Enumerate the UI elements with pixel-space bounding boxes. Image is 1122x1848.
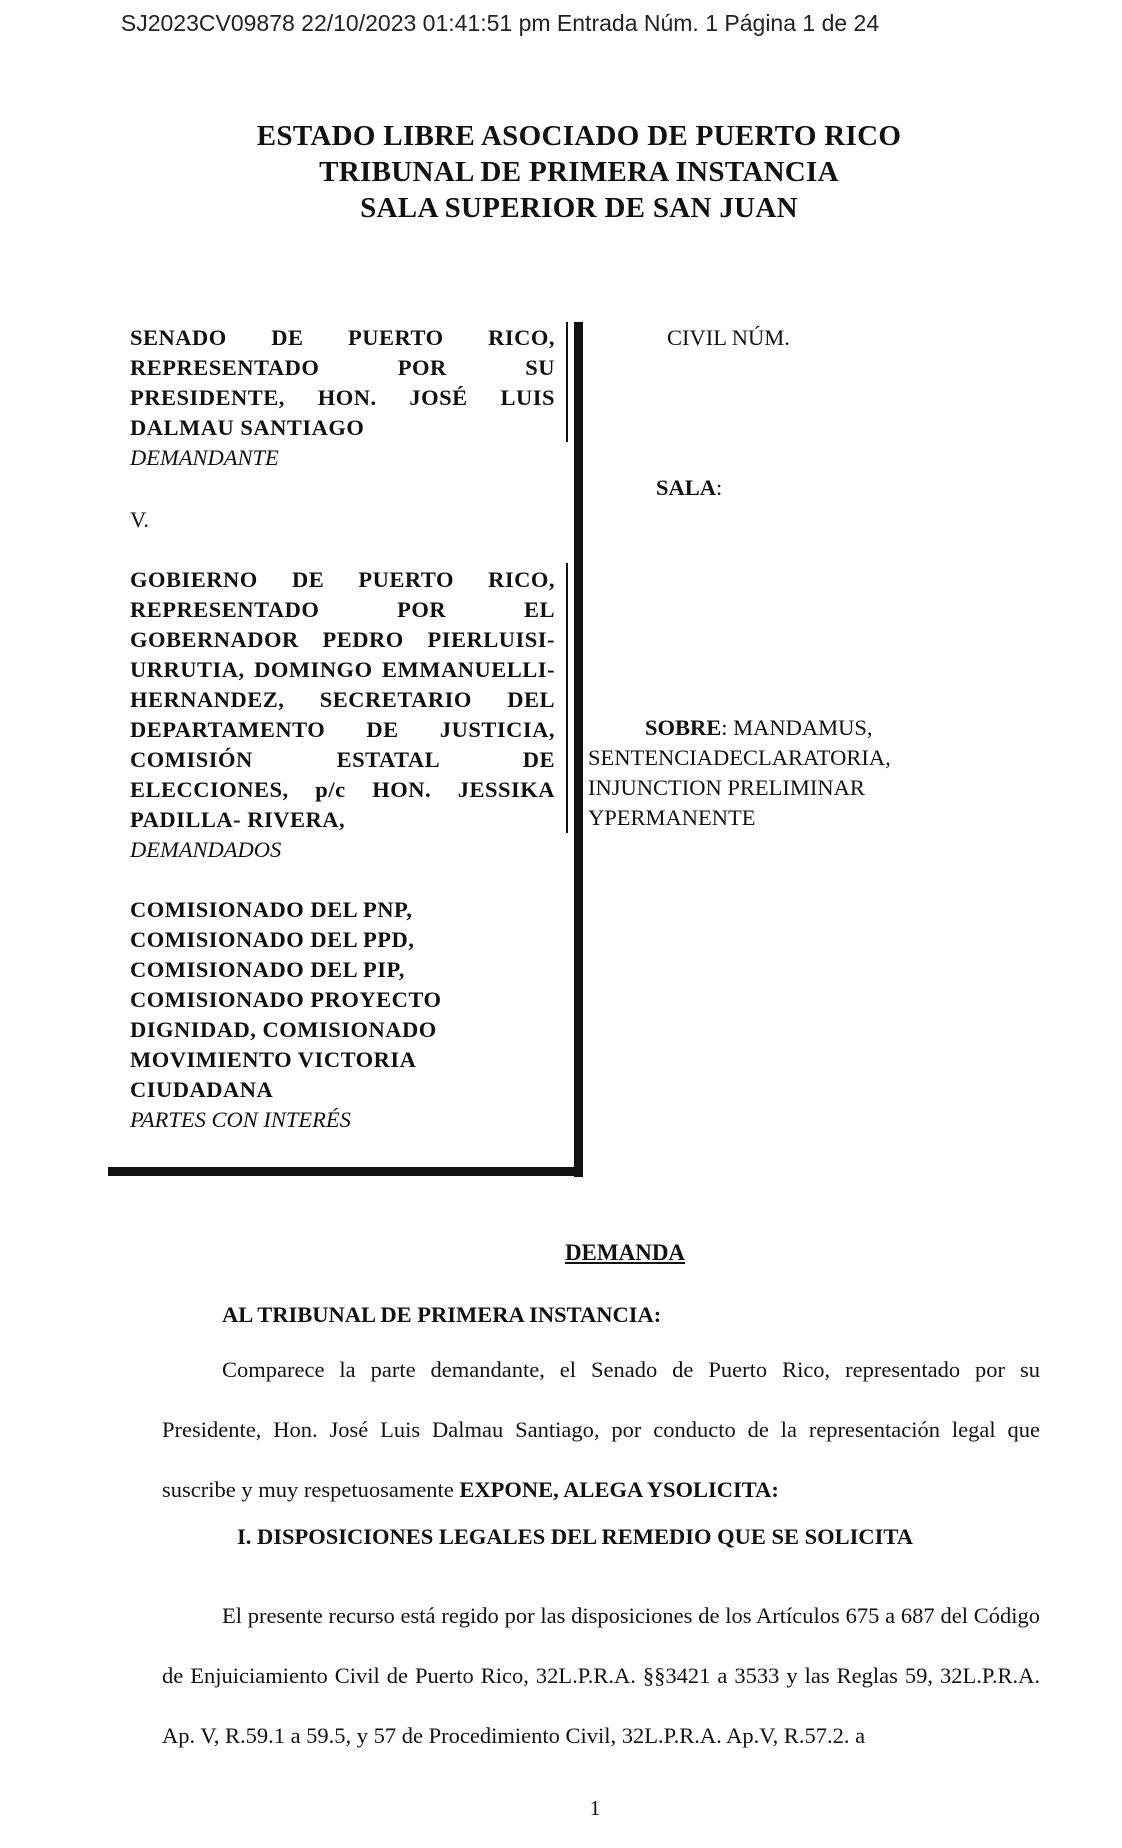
plaintiff-block bbox=[130, 323, 555, 473]
defendant-line: GOBIERNO DE PUERTO RICO, bbox=[130, 567, 555, 592]
interested-line: DIGNIDAD, COMISIONADO bbox=[130, 1017, 437, 1042]
defendant-line: ELECCIONES, p/c HON. JESSIKA bbox=[130, 777, 555, 802]
court-line-2: TRIBUNAL DE PRIMERA INSTANCIA bbox=[319, 156, 839, 188]
paragraph-1 bbox=[162, 1340, 1040, 1520]
sobre-block bbox=[588, 713, 891, 833]
defendant-line: COMISIÓN ESTATAL DE bbox=[130, 747, 555, 772]
court-line-1: ESTADO LIBRE ASOCIADO DE PUERTO RICO bbox=[256, 120, 902, 152]
caption-divider-thin-middle bbox=[566, 563, 568, 833]
defendants-block bbox=[130, 565, 555, 865]
sobre-label: SOBRE bbox=[645, 715, 722, 740]
interested-line: COMISIONADO DEL PPD, bbox=[130, 927, 415, 952]
interested-line: CIUDADANA bbox=[130, 1077, 274, 1102]
document-title: DEMANDA bbox=[564, 1240, 686, 1265]
defendant-line: GOBERNADOR PEDRO PIERLUISI- bbox=[130, 627, 555, 652]
plaintiff-line: SENADO DE PUERTO RICO, bbox=[130, 325, 555, 350]
filing-stamp: SJ2023CV09878 22/10/2023 01:41:51 pm Entrada Núm. 1 Página 1 de 24 bbox=[120, 10, 880, 36]
plaintiff-line: REPRESENTADO POR SU bbox=[130, 355, 555, 380]
plaintiff-line: PRESIDENTE, HON. JOSÉ LUIS bbox=[130, 385, 555, 410]
paragraph-1-text: Comparece la parte demandante, el Senado de Puerto Rico, representado por su Presidente, Hon. José Luis Dalmau Santiago, por conducto de la representación legal que suscribe y muy respetuosamente bbox=[162, 1357, 1040, 1502]
section-heading-1: I. DISPOSICIONES LEGALES DEL REMEDIO QUE SE SOLICITA bbox=[236, 1524, 914, 1549]
interested-line: COMISIONADO DEL PNP, bbox=[130, 897, 413, 922]
defendant-line: HERNANDEZ, SECRETARIO DEL bbox=[130, 687, 555, 712]
paragraph-1-bold: EXPONE, ALEGA YSOLICITA: bbox=[459, 1477, 779, 1502]
sobre-line bbox=[588, 713, 891, 743]
salutation: AL TRIBUNAL DE PRIMERA INSTANCIA: bbox=[222, 1302, 662, 1327]
court-heading bbox=[215, 118, 943, 226]
sobre-line: YPERMANENTE bbox=[588, 805, 756, 830]
sala-line bbox=[656, 473, 722, 503]
sobre-line: SENTENCIADECLARATORIA, bbox=[588, 745, 891, 770]
plaintiff-line: DALMAU SANTIAGO bbox=[130, 415, 365, 440]
interested-parties-block bbox=[130, 895, 555, 1135]
caption-divider-thin-top bbox=[566, 322, 568, 442]
defendant-line: DEPARTAMENTO DE JUSTICIA, bbox=[130, 717, 555, 742]
sala-label: SALA bbox=[656, 475, 717, 500]
civil-number-label: CIVIL NÚM. bbox=[667, 325, 790, 350]
defendant-role: DEMANDADOS bbox=[130, 837, 282, 862]
interested-line: COMISIONADO DEL PIP, bbox=[130, 957, 405, 982]
defendant-line: URRUTIA, DOMINGO EMMANUELLI- bbox=[130, 657, 555, 682]
sobre-line: INJUNCTION PRELIMINAR bbox=[588, 775, 865, 800]
interested-line: COMISIONADO PROYECTO bbox=[130, 987, 442, 1012]
interested-line: MOVIMIENTO VICTORIA bbox=[130, 1047, 417, 1072]
caption-divider-thick bbox=[574, 322, 583, 1177]
court-line-3: SALA SUPERIOR DE SAN JUAN bbox=[360, 192, 798, 224]
sala-colon: : bbox=[716, 475, 723, 500]
caption-bottom-rule bbox=[108, 1167, 583, 1176]
sobre-value: : MANDAMUS, bbox=[721, 715, 873, 740]
interested-role: PARTES CON INTERÉS bbox=[130, 1107, 351, 1132]
defendant-line: REPRESENTADO POR EL bbox=[130, 597, 555, 622]
versus: V. bbox=[130, 507, 149, 532]
plaintiff-role: DEMANDANTE bbox=[130, 445, 279, 470]
defendant-line: PADILLA- RIVERA, bbox=[130, 807, 346, 832]
page-number: 1 bbox=[589, 1796, 601, 1820]
paragraph-2: El presente recurso está regido por las disposiciones de los Artículos 675 a 687 del Código de Enjuiciamiento Civil de Puerto Rico, 32L.P.R.A. §§3421 a 3533 y las Reglas 59, 32L.P.R.A. Ap. V, R.59.1 a 59.5, y 57 de Procedimiento Civil, 32L.P.R.A. Ap.V, R.57.2. a bbox=[162, 1603, 1040, 1748]
